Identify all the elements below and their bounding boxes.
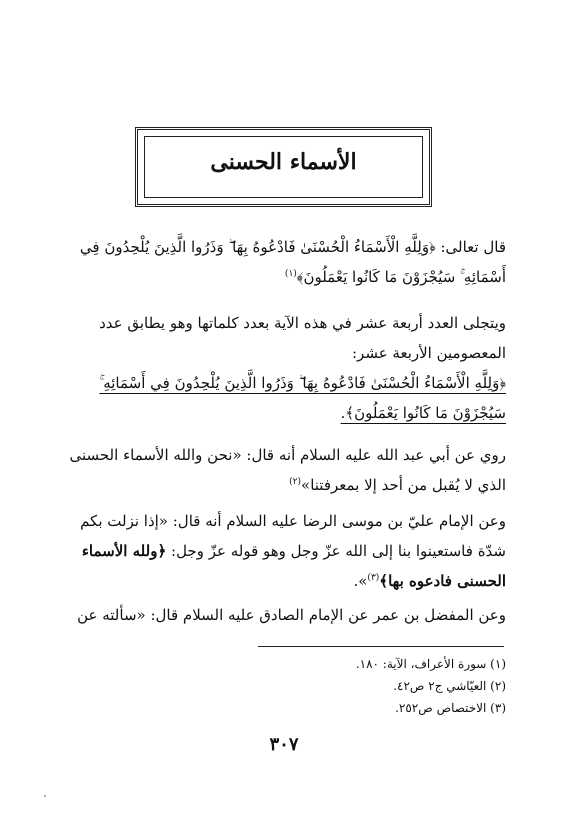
footnote-3: (٣) الاختصاص ص٢٥٢. [395,701,506,715]
verse-line-1: ﴿وَلِلَّهِ الْأَسْمَاءُ الْحُسْنَىٰ فَادْعُوهُ بِهَا ۖ وَذَرُوا الَّذِينَ يُلْحِدُونَ فِي أَسْمَائِهِ ۚ [99,374,506,392]
footnote-2: (٢) العيّاشي ج٢ ص٤٢. [393,679,506,693]
paragraph-3 [62,440,506,500]
paragraph-4 [62,506,506,596]
footnote-ref-1: (١) [284,269,297,279]
footnote-ref-3: (٣) [367,573,380,583]
footnote-divider [258,646,504,647]
paragraph-1 [62,232,506,292]
verse-line-2: سَيُجْزَوْنَ مَا كَانُوا يَعْمَلُونَ﴾. [340,404,506,422]
paragraph-4-text: وعن الإمام عليّ بن موسى الرضا عليه السلام أنه قال: «إذا نزلت بكم شدّة فاستعينوا بنا إلى الله عزّ وجل وهو قوله عزّ وجل: [80,512,506,560]
paragraph-4-end: ». [353,572,368,590]
paragraph-5: وعن المفضل بن عمر عن الإمام الصادق عليه السلام قال: «سألته عن [77,606,506,624]
page-title: الأسماء الحسنى [210,149,357,175]
scan-speck [44,795,46,797]
footnote-1: (١) سورة الأعراف، الآية: ١٨٠. [355,657,506,671]
footnote-ref-2: (٢) [289,477,302,487]
paragraph-3-text: روي عن أبي عبد الله عليه السلام أنه قال: «نحن والله الأسماء الحسنى الذي لا يُقبل من أحد إلا بمعرفتنا» [69,446,506,494]
paragraph-4-verse: ﴿ولله الأسماء الحسنى فادعوه بها﴾ [81,542,506,590]
paragraph-1-intro: قال تعالى: [435,238,506,256]
paragraph-2: ويتجلى العدد أربعة عشر في هذه الآية بعدد كلماتها وهو يطابق عدد المعصومين الأربعة عشر: [99,314,506,362]
title-frame [135,127,432,207]
quran-verse: ﴿وَلِلَّهِ الْأَسْمَاءُ الْحُسْنَىٰ فَادْعُوهُ بِهَا ۖ وَذَرُوا الَّذِينَ يُلْحِدُونَ فِي أَسْمَائِهِ ۚ سَيُجْزَوْنَ مَا كَانُوا يَعْمَلُونَ﴾ [79,238,506,286]
page-number: ٣٠٧ [269,734,299,755]
